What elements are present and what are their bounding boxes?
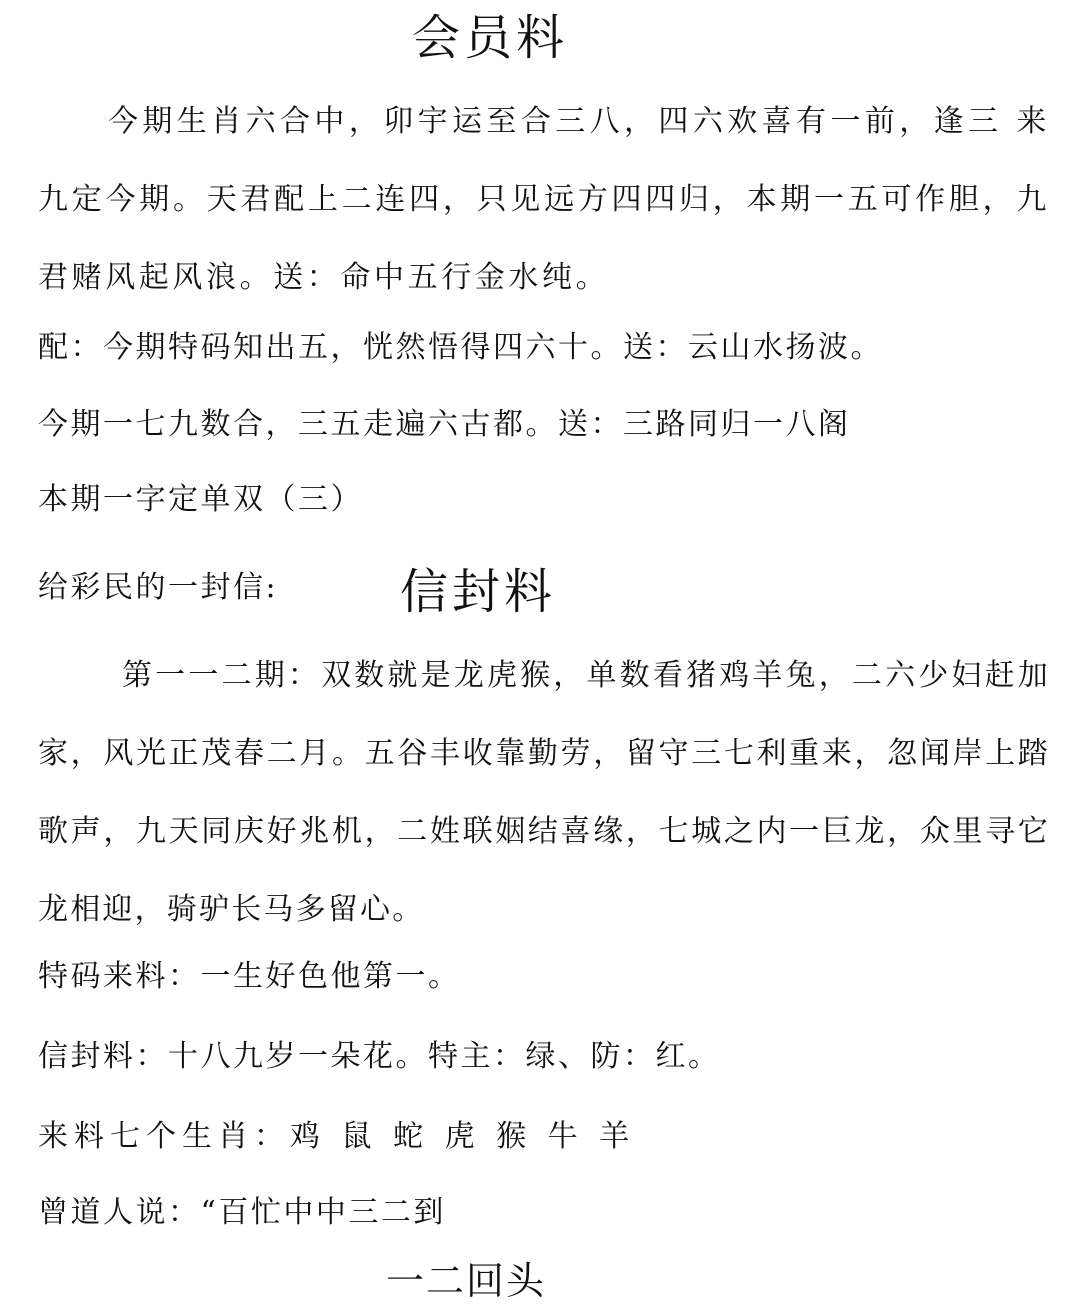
member-section-title: 会员料 <box>412 10 569 66</box>
member-paragraph: 今期生肖六合中，卯宇运至合三八，四六欢喜有一前，逢三 来九定今期。天君配上二连四，只见远方四四归，本期一五可作胆，九君赌风起风浪。送：命中五行金水纯。 <box>38 104 1050 295</box>
letter-label: 给彩民的一封信: <box>38 570 279 605</box>
laoliao-line: 来料七个生肖：鸡 鼠 蛇 虎 猴 牛 羊 <box>38 1119 636 1154</box>
envelope-paragraph: 第一一二期：双数就是龙虎猴，单数看猪鸡羊兔，二六少妇赶加家，风光正茂春二月。五谷丰收靠勤劳，留守三七利重来，忽闻岸上踏歌声，九天同庆好兆机，二姓联姻结喜缘，七城之内一巨龙，众里寻它龙相迎，骑驴长马多留心。 <box>38 658 1050 927</box>
xinfeng-line: 信封料：十八九岁一朵花。特主：绿、防：红。 <box>38 1039 721 1074</box>
zeng-line: 曾道人说：“百忙中中三二到 <box>38 1195 446 1230</box>
pei-line: 配：今期特码知出五，恍然悟得四六十。送：云山水扬波。 <box>38 330 883 365</box>
footer-text: 一二回头 <box>386 1259 547 1303</box>
envelope-section-title: 信封料 <box>400 564 557 620</box>
jinqi-line: 今期一七九数合，三五走遍六古都。送：三路同归一八阁 <box>38 407 851 442</box>
tema-line: 特码来料：一生好色他第一。 <box>38 959 461 994</box>
benqi-line: 本期一字定单双（三） <box>38 482 363 517</box>
